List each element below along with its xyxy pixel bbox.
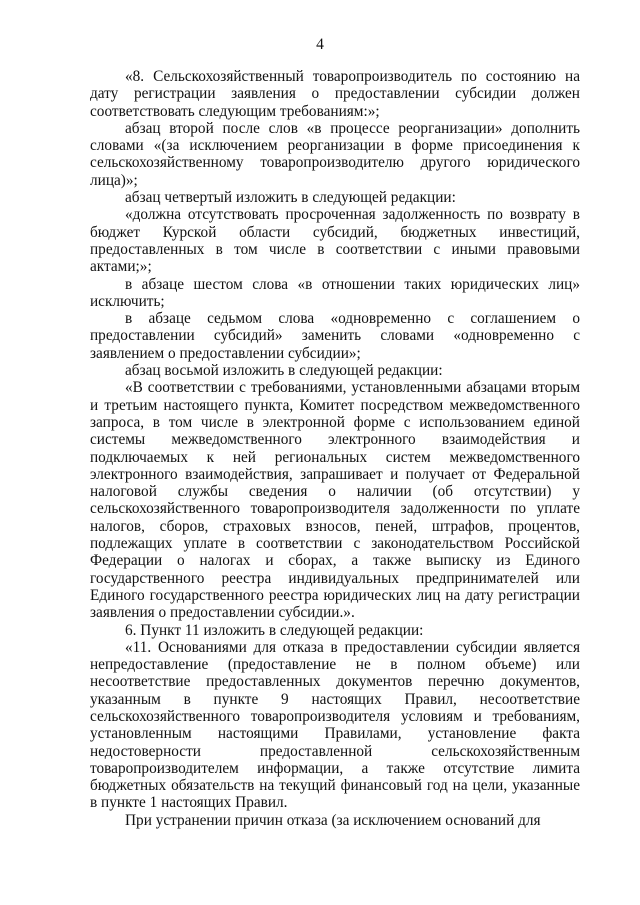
paragraph-item-6: 6. Пункт 11 изложить в следующей редакции: — [125, 621, 424, 639]
paragraph-amend-second: абзац второй после слов «в процессе реорганизации» дополнить словами «(за исключением реорганизации в форме присоединения к сельскохозяйственному товаропроизводителю другого юридического лица)»; — [90, 119, 580, 189]
page-number: 4 — [316, 36, 324, 53]
paragraph-amend-fourth-intro: абзац четвертый изложить в следующей редакции: — [125, 189, 456, 207]
document-body — [90, 68, 580, 829]
paragraph-clause-8: «8. Сельскохозяйственный товаропроизводитель по состоянию на дату регистрации заявления о предоставлении субсидии должен соответствовать следующим требованиям:»; — [90, 68, 580, 120]
paragraph-amend-fourth-text: «должна отсутствовать просроченная задолженность по возврату в бюджет Курской области субсидий, бюджетных инвестиций, предоставленных в том числе в соответствии с иными правовыми актами;»; — [90, 206, 580, 276]
paragraph-amend-eighth-text: «В соответствии с требованиями, установленными абзацами вторым и третьим настоящего пункта, Комитет посредством межведомственного запроса, в том числе в электронной форме с использованием единой системы межведомственного электронного взаимодействия и подключаемых к ней региональных систем межведомственного электронного взаимодействия, запрашивает и получает от Федеральной налоговой службы сведения о наличии (об отсутствии) у сельскохозяйственного товаропроизводителя задолженности по уплате налогов, сборов, страховых взносов, пеней, штрафов, процентов, подлежащих уплате в соответствии с законодательством Российской Федерации о налогах и сборах, а также выписку из Единого государственного реестра индивидуальных предпринимателей или Единого государственного реестра юридических лиц на дату регистрации заявления о предоставлении субсидии.». — [90, 379, 580, 622]
paragraph-clause-11: «11. Основаниями для отказа в предоставлении субсидии является непредоставление (предоставление не в полном объеме) или несоответствие предоставленных документов перечню документов, указанным в пункте 9 настоящих Правил, несоответствие сельскохозяйственного товаропроизводителя условиям и требованиям, установленным настоящими Правилами, установление факта недостоверности предоставленной сельскохозяйственным товаропроизводителем информации, а также отсутствие лимита бюджетных обязательств на текущий финансовый год на цели, указанные в пункте 1 настоящих Правил. — [90, 638, 580, 812]
paragraph-amend-sixth: в абзаце шестом слова «в отношении таких юридических лиц» исключить; — [90, 275, 580, 310]
paragraph-amend-seventh: в абзаце седьмом слова «одновременно с соглашением о предоставлении субсидий» заменить словами «одновременно с заявлением о предоставлении субсидии»; — [90, 310, 580, 362]
paragraph-amend-eighth-intro: абзац восьмой изложить в следующей редакции: — [125, 362, 443, 380]
paragraph-refusal-elimination: При устранении причин отказа (за исключением оснований для — [125, 811, 541, 829]
